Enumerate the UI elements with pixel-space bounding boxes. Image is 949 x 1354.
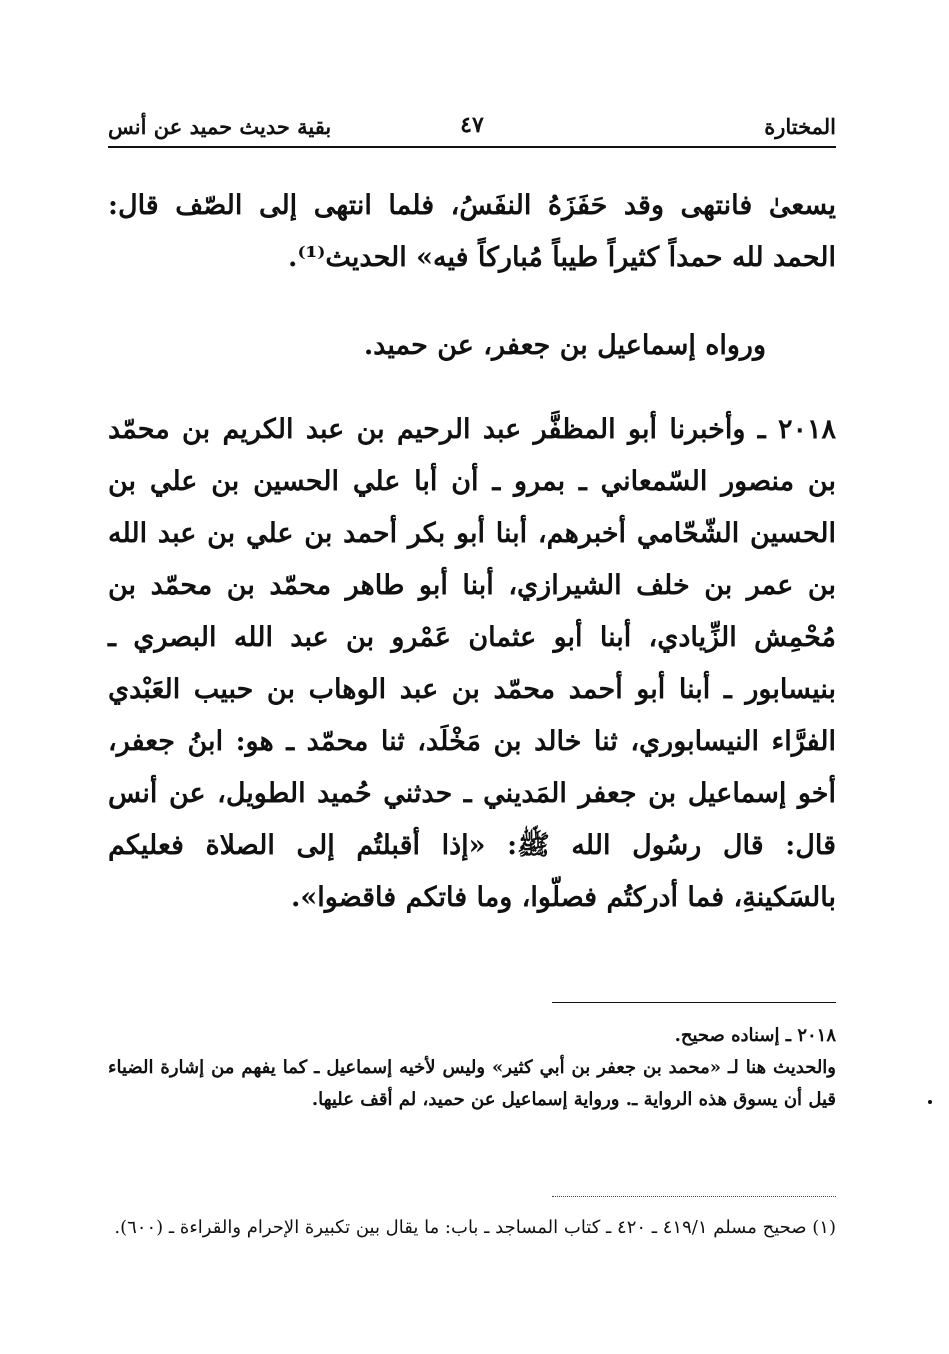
header-section-title: بقية حديث حميد عن أنس [108, 114, 332, 139]
page-number: ٤٧ [460, 112, 484, 138]
footnote-separator [552, 1002, 836, 1003]
paragraph-hadith-2018: ٢٠١٨ ـ وأخبرنا أبو المظفَّر عبد الرحيم بن عبد الكريم بن محمّد بن منصور السّمعاني ـ بمرو ـ أن أبا علي الحسين بن علي بن الحسين الشّحّامي أخبرهم، أبنا أبو بكر أحمد بن علي بن عبد الله بن عمر بن خلف الشيرازي، أبنا أبو طاهر محمّد بن محمّد بن مُحْمِش الزِّيادي، أبنا أبو عثمان عَمْرو بن عبد الله البصري ـ بنيسابور ـ أبنا أبو أحمد محمّد بن عبد الوهاب بن حبيب العَبْدي الفرَّاء النيسابوري، ثنا خالد بن مَخْلَد، ثنا محمّد ـ هو: ابنُ جعفر، أخو إسماعيل بن جعفر المَديني ـ حدثني حُميد الطويل، عن أنس قال: قال رسُول الله ﷺ: «إذا أقبلتُم إلى الصلاة فعليكم بالسَكينةِ، فما أدركتُم فصلّوا، وما فاتكم فاقضوا». [108, 414, 837, 913]
footnote-1: (١) صحيح مسلم ٤١٩/١ ـ ٤٢٠ ـ كتاب المساجد ـ باب: ما يقال بين تكبيرة الإحرام والقراءة ـ (٦٠٠). [114, 1217, 836, 1238]
header-rule [108, 146, 836, 148]
footnote-separator-dotted [552, 1196, 836, 1197]
page-header [108, 108, 836, 148]
margin-dot [928, 1100, 932, 1104]
footnote-2018-text: والحديث هنا لـ «محمد بن جعفر بن أبي كثير» وليس لأخيه إسماعيل ـ كما يفهم من إشارة الضياء قيل أن يسوق هذه الرواية ـ. ورواية إسماعيل عن حميد، لم أقف عليها. [108, 1057, 836, 1110]
footnote-2018-title: ٢٠١٨ ـ إسناده صحيح. [674, 1025, 836, 1046]
paragraph-narration-note: ورواه إسماعيل بن جعفر، عن حميد. [363, 330, 766, 361]
header-book-title: المختارة [764, 114, 836, 139]
paragraph-hadith-end: يسعىٰ فانتهى وقد حَفَزَهُ النفَسُ، فلما انتهى إلى الصّف قال: الحمد لله حمداً كثيراً طيباً مُباركاً فيه» الحديث⁽¹⁾. [108, 190, 836, 273]
footnote-2018 [108, 1020, 836, 1116]
